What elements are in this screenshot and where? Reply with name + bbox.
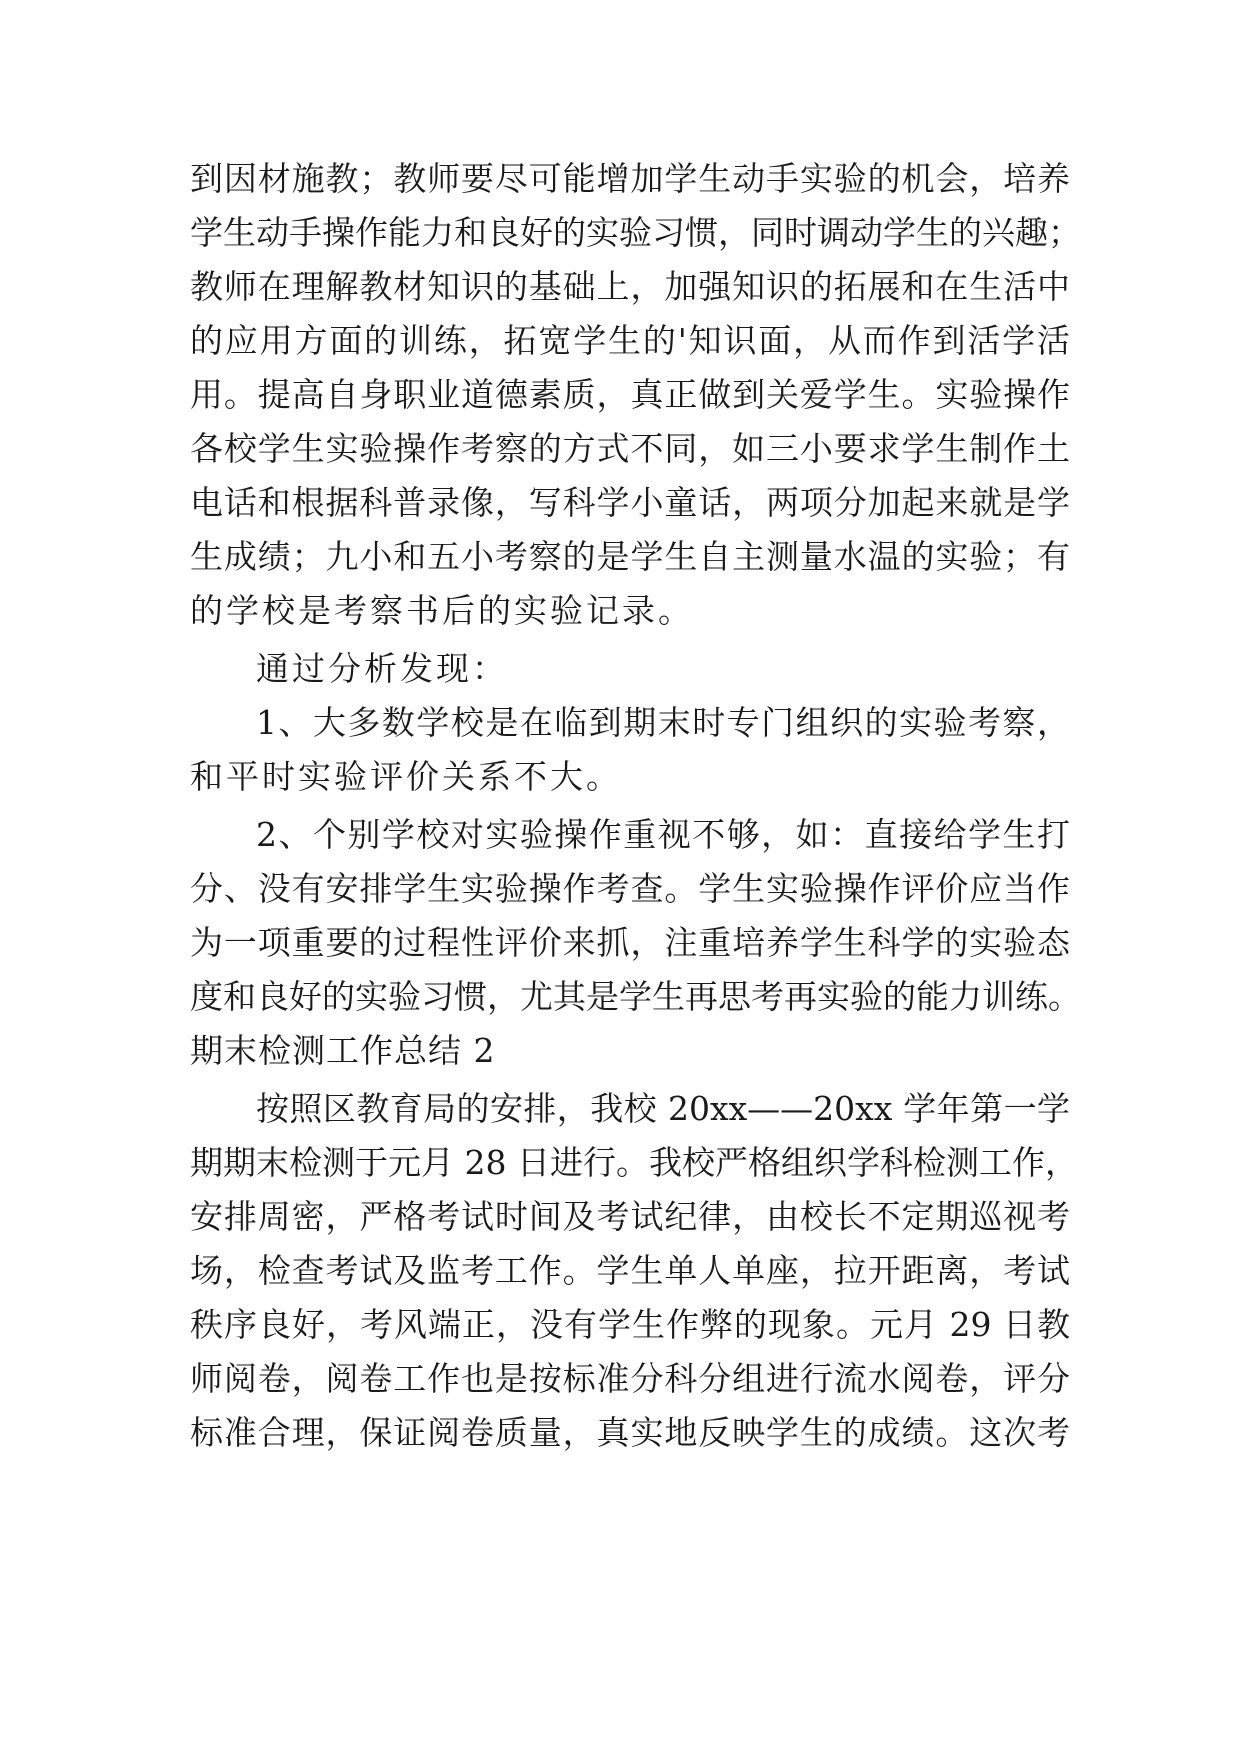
text-line: 场，检查考试及监考工作。学生单人单座，拉开距离，考试 bbox=[190, 1251, 1070, 1290]
text-line: 秩序良好，考风端正，没有学生作弊的现象。元月 29 日教 bbox=[190, 1305, 1070, 1344]
list-item-2: 2、个别学校对实验操作重视不够，如：直接给学生打 bbox=[256, 815, 1070, 854]
text-line: 标准合理，保证阅卷质量，真实地反映学生的成绩。这次考 bbox=[190, 1413, 1070, 1452]
text-line: 学生动手操作能力和良好的实验习惯，同时调动学生的兴趣； bbox=[190, 213, 1081, 252]
list-item-1: 1、大多数学校是在临到期末时专门组织的实验考察， bbox=[256, 703, 1070, 742]
text-line: 生成绩；九小和五小考察的是学生自主测量水温的实验；有 bbox=[190, 537, 1070, 576]
text-line: 电话和根据科普录像，写科学小童话，两项分加起来就是学 bbox=[190, 483, 1070, 522]
text-line: 分、没有安排学生实验操作考查。学生实验操作评价应当作 bbox=[190, 869, 1070, 908]
text-line: 安排周密，严格考试时间及考试纪律，由校长不定期巡视考 bbox=[190, 1197, 1070, 1236]
section-lead: 通过分析发现： bbox=[256, 649, 508, 688]
text-line: 的应用方面的训练，拓宽学生的'知识面，从而作到活学活 bbox=[190, 321, 1070, 360]
text-line: 用。提高自身职业道德素质，真正做到关爱学生。实验操作 bbox=[190, 375, 1070, 414]
text-line: 为一项重要的过程性评价来抓，注重培养学生科学的实验态 bbox=[190, 923, 1070, 962]
text-line: 师阅卷，阅卷工作也是按标准分科分组进行流水阅卷，评分 bbox=[190, 1359, 1070, 1398]
section-heading: 期末检测工作总结 2 bbox=[190, 1031, 496, 1070]
paragraph-start: 按照区教育局的安排，我校 20xx——20xx 学年第一学 bbox=[256, 1089, 1070, 1128]
text-line: 的学校是考察书后的实验记录。 bbox=[190, 591, 694, 630]
text-line: 教师在理解教材知识的基础上，加强知识的拓展和在生活中 bbox=[190, 267, 1070, 306]
text-line: 期期末检测于元月 28 日进行。我校严格组织学科检测工作， bbox=[190, 1143, 1078, 1182]
text-line: 各校学生实验操作考察的方式不同，如三小要求学生制作土 bbox=[190, 429, 1070, 468]
text-line: 和平时实验评价关系不大。 bbox=[190, 757, 622, 796]
text-line: 度和良好的实验习惯，尤其是学生再思考再实验的能力训练。 bbox=[190, 977, 1081, 1016]
text-line: 到因材施教；教师要尽可能增加学生动手实验的机会，培养 bbox=[190, 159, 1070, 198]
